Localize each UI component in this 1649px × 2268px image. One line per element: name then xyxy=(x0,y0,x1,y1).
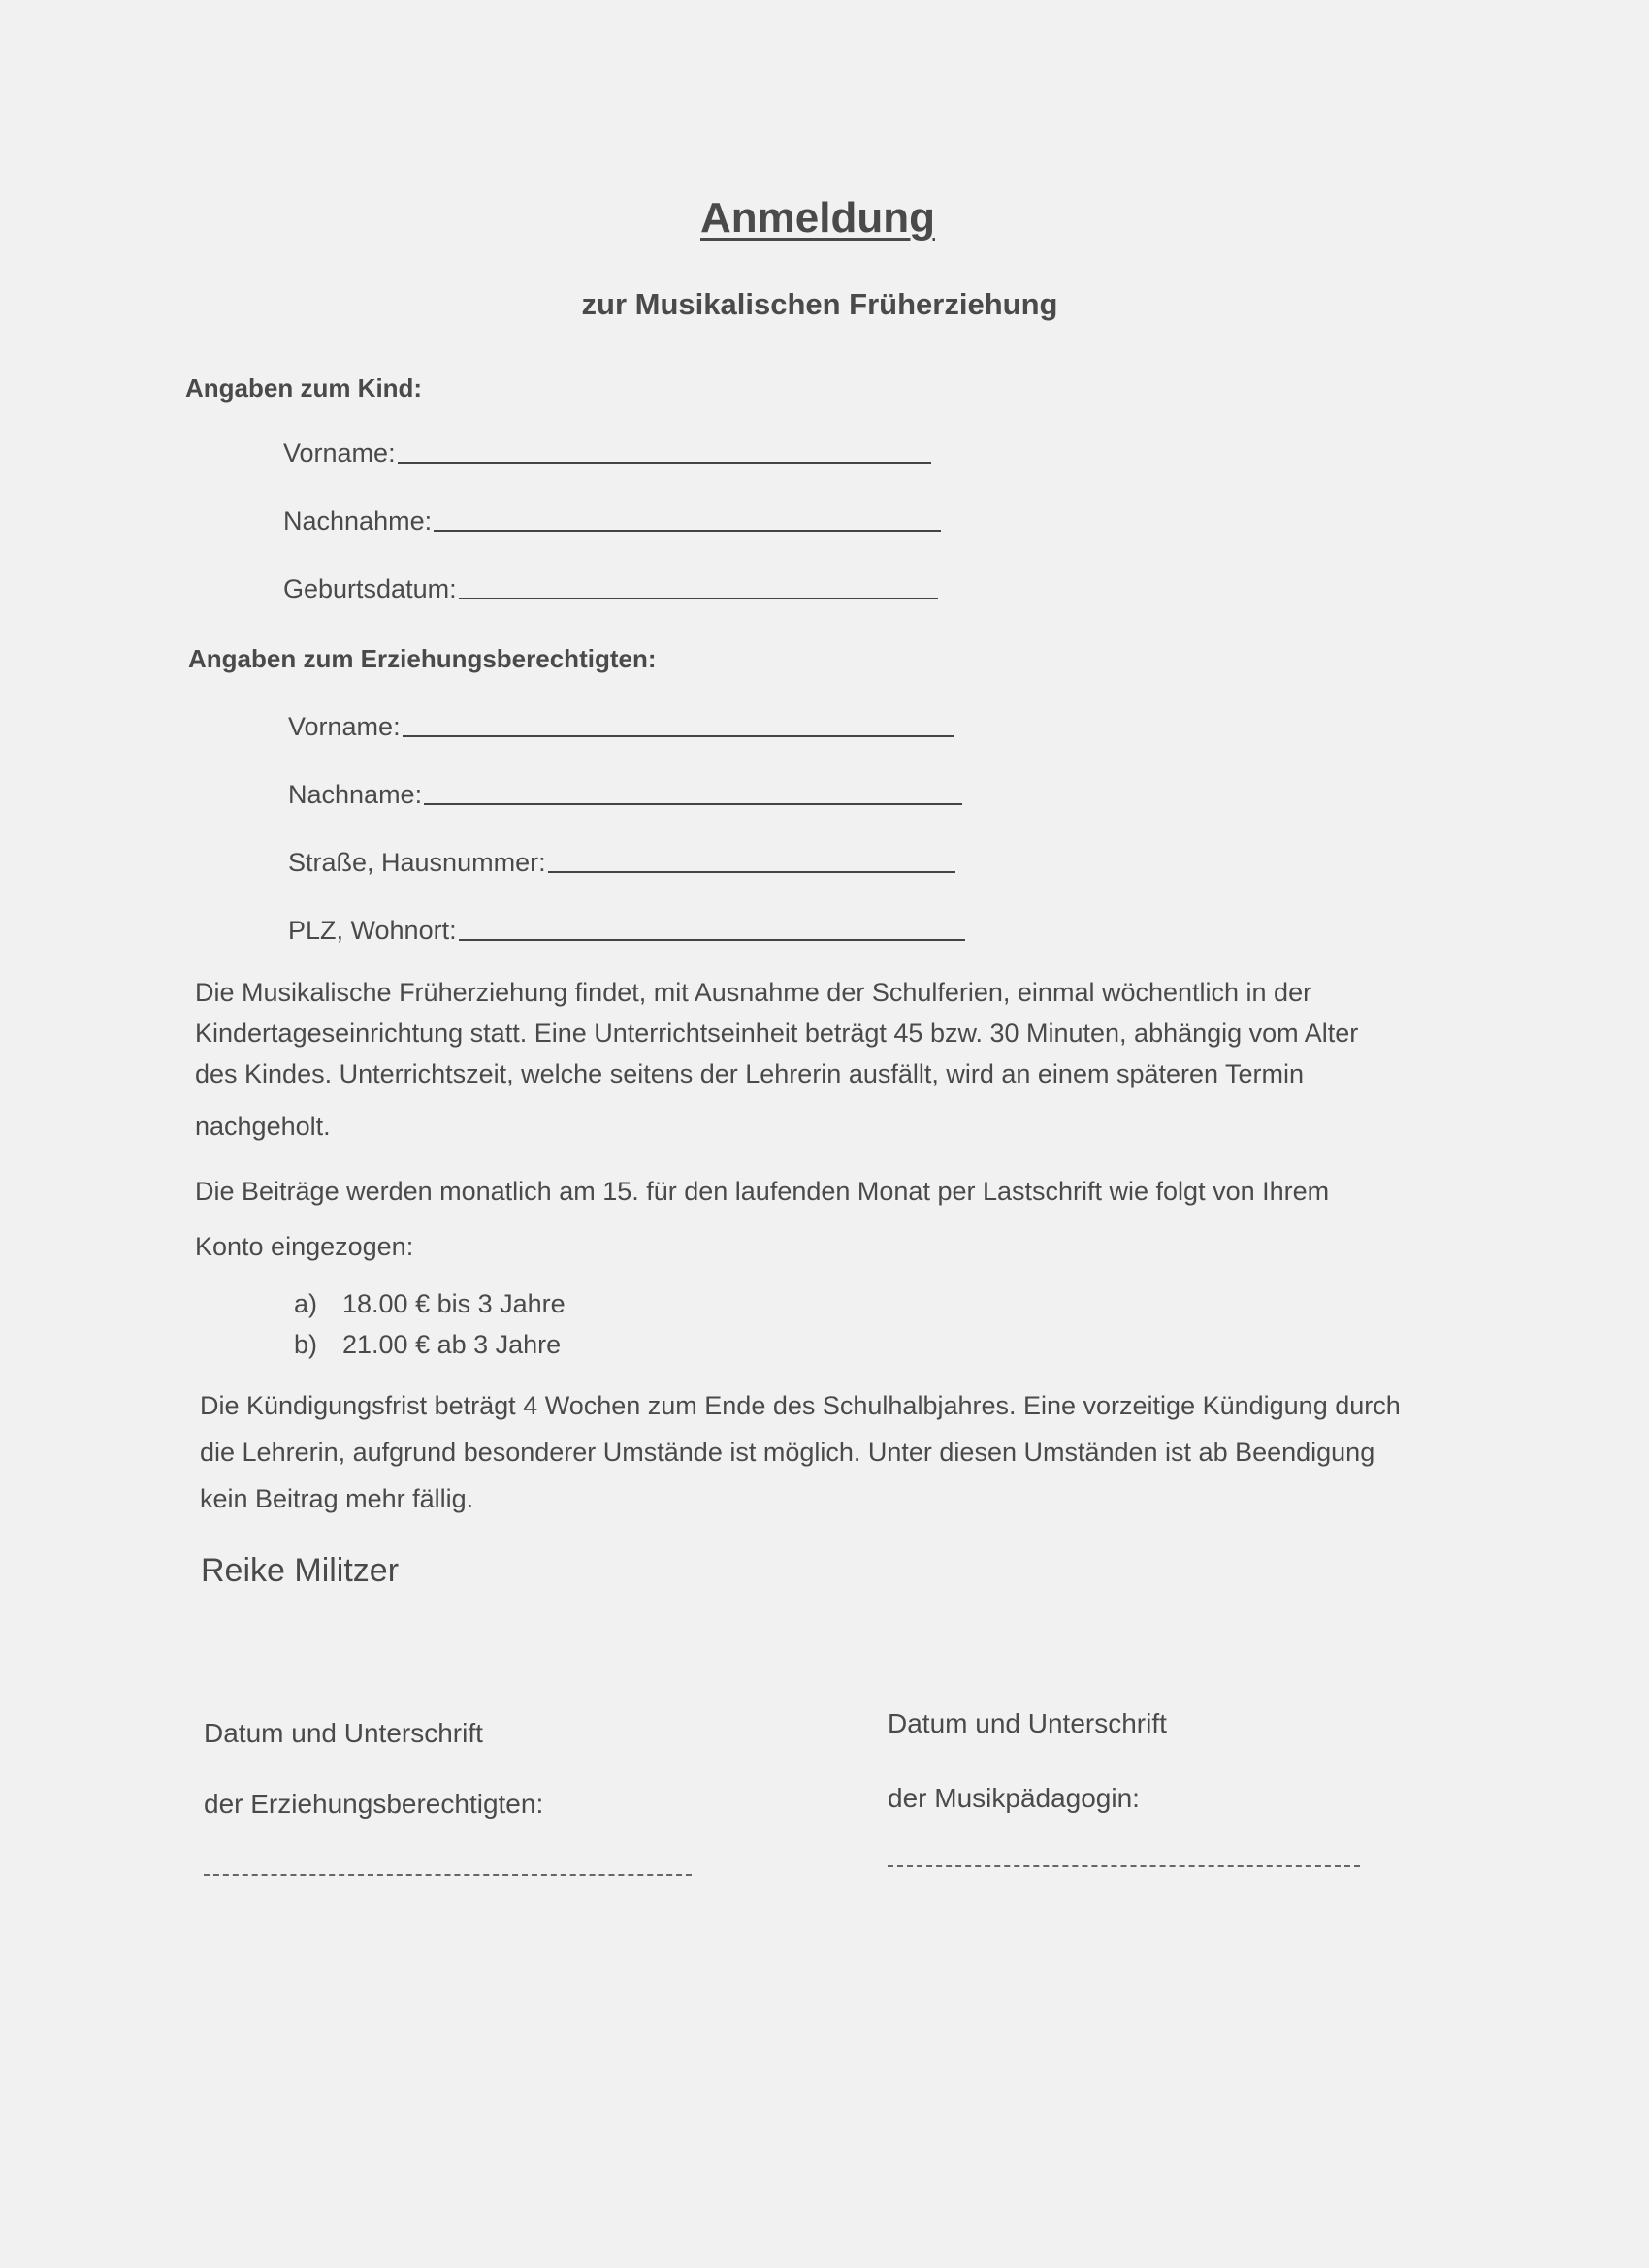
paragraph-line: Die Musikalische Früherziehung findet, mit Ausnahme der Schulferien, einmal wöchentlich in der xyxy=(195,978,1312,1007)
signature-left-line2: der Erziehungsberechtigten: xyxy=(204,1789,544,1819)
signature-left-line1: Datum und Unterschrift xyxy=(204,1718,483,1748)
fee-item-a xyxy=(294,1289,566,1319)
paragraph-schedule xyxy=(195,972,1358,1147)
child-birthdate-input[interactable] xyxy=(459,578,938,599)
signature-left-field[interactable] xyxy=(204,1874,692,1876)
fee-text: 18.00 € bis 3 Jahre xyxy=(342,1289,566,1318)
paragraph-line: die Lehrerin, aufgrund besonderer Umstände ist möglich. Unter diesen Umständen ist ab Beendigung xyxy=(200,1438,1375,1467)
field-label: Straße, Hausnummer: xyxy=(288,848,546,877)
child-firstname-input[interactable] xyxy=(398,442,931,464)
guardian-city-field[interactable] xyxy=(288,916,965,946)
child-birthdate-field[interactable] xyxy=(283,574,938,604)
guardian-street-field[interactable] xyxy=(288,848,955,878)
guardian-street-input[interactable] xyxy=(548,852,955,873)
field-label: Nachname: xyxy=(288,780,423,809)
field-label: Geburtsdatum: xyxy=(283,574,457,603)
signature-right-line1: Datum und Unterschrift xyxy=(888,1708,1167,1738)
guardian-section-heading: Angaben zum Erziehungsberechtigten: xyxy=(188,644,657,673)
field-label: PLZ, Wohnort: xyxy=(288,916,457,945)
guardian-firstname-input[interactable] xyxy=(403,716,954,737)
child-section-heading: Angaben zum Kind: xyxy=(185,373,423,403)
child-lastname-field[interactable] xyxy=(283,506,941,536)
teacher-name: Reike Militzer xyxy=(201,1552,400,1589)
paragraph-cancellation xyxy=(200,1382,1401,1522)
signature-right-field[interactable] xyxy=(888,1865,1360,1867)
paragraph-line: Kindertageseinrichtung statt. Eine Unterrichtseinheit beträgt 45 bzw. 30 Minuten, abhängig vom Alter xyxy=(195,1019,1359,1048)
guardian-city-input[interactable] xyxy=(459,920,965,941)
fee-text: 21.00 € ab 3 Jahre xyxy=(342,1330,562,1359)
document-subtitle: zur Musikalischen Früherziehung xyxy=(581,287,1058,321)
title-text: Anmeldung xyxy=(700,194,935,242)
paragraph-line: Die Kündigungsfrist beträgt 4 Wochen zum Ende des Schulhalbjahres. Eine vorzeitige Kündigung durch xyxy=(200,1391,1401,1420)
field-label: Vorname: xyxy=(283,438,396,468)
signature-right-line2: der Musikpädagogin: xyxy=(888,1783,1140,1813)
list-marker: b) xyxy=(294,1330,318,1359)
paragraph-line: des Kindes. Unterrichtszeit, welche seitens der Lehrerin ausfällt, wird an einem späteren Termin xyxy=(195,1059,1305,1088)
guardian-lastname-input[interactable] xyxy=(424,784,962,805)
guardian-lastname-field[interactable] xyxy=(288,780,962,810)
paragraph-line: kein Beitrag mehr fällig. xyxy=(200,1484,474,1513)
child-lastname-input[interactable] xyxy=(434,510,941,532)
paragraph-line: Die Beiträge werden monatlich am 15. für den laufenden Monat per Lastschrift wie folgt von Ihrem xyxy=(195,1177,1330,1206)
paragraph-line: nachgeholt. xyxy=(195,1112,331,1141)
paragraph-fees xyxy=(195,1164,1329,1275)
guardian-firstname-field[interactable] xyxy=(288,712,954,742)
document-title xyxy=(0,194,1635,243)
field-label: Nachnahme: xyxy=(283,506,433,535)
fee-item-b xyxy=(294,1330,561,1360)
child-firstname-field[interactable] xyxy=(283,438,931,469)
field-label: Vorname: xyxy=(288,712,401,741)
paragraph-line: Konto eingezogen: xyxy=(195,1232,414,1261)
list-marker: a) xyxy=(294,1289,318,1318)
